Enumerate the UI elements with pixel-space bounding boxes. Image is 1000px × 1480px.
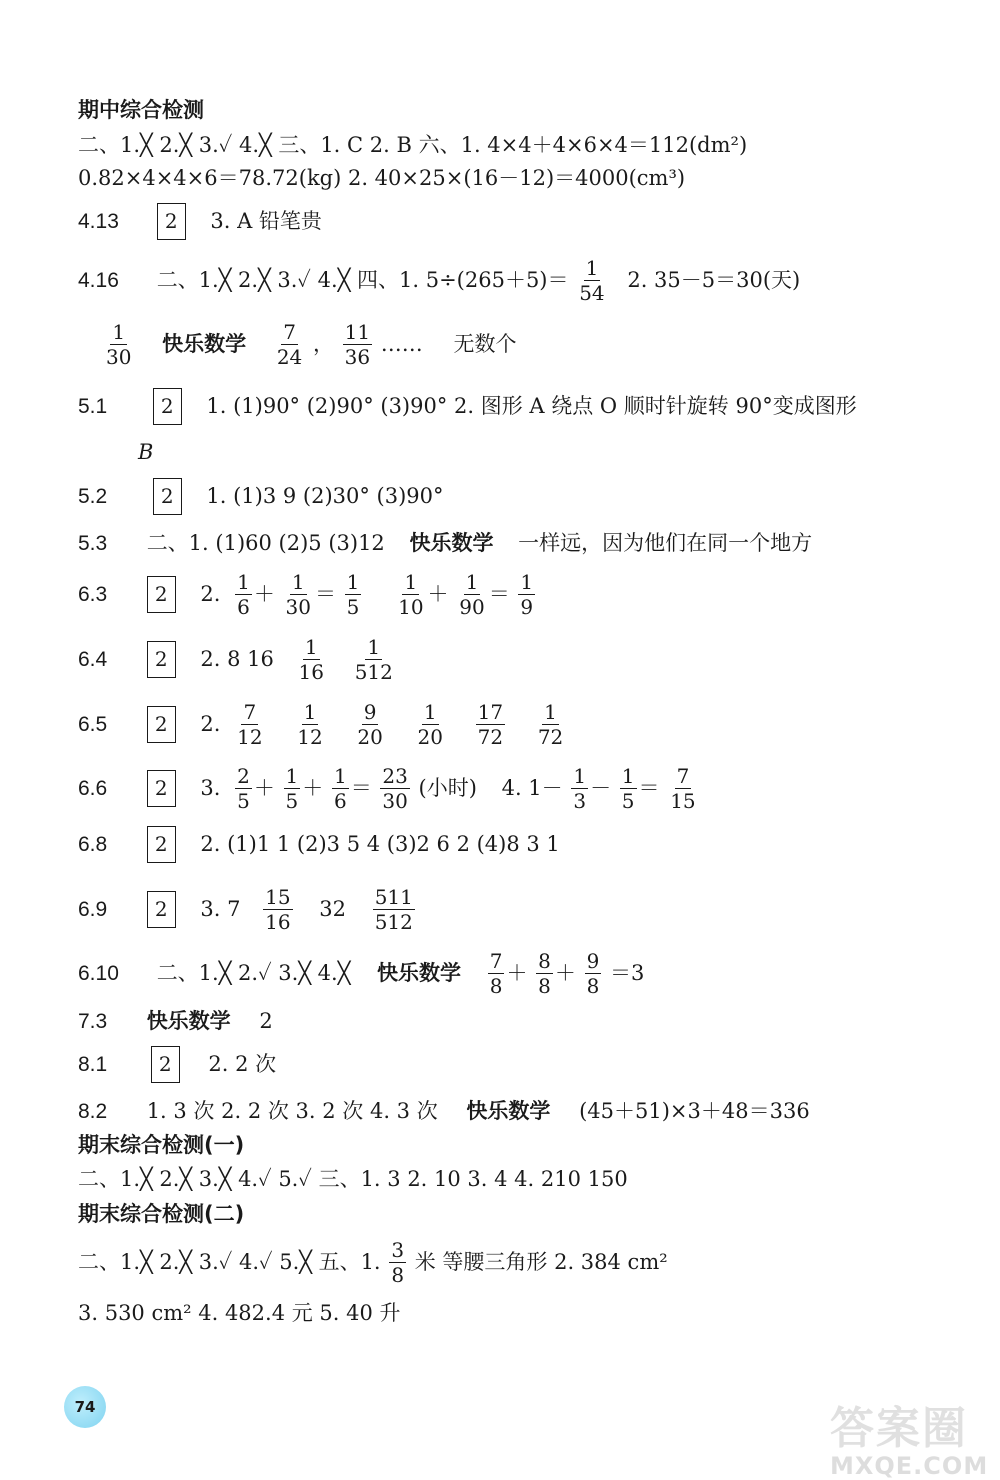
watermark-logo: 答案圈 MXQE.COM [830, 1403, 989, 1480]
fraction: $\frac{9}{20}$ [357, 700, 383, 749]
answer-text: 一样远，因为他们在同一个地方 [518, 531, 813, 555]
answer-text: 二、1.╳ 2.╳ 3.✓ 4.╳ 四、1. 5÷(265＋5)＝ [156, 268, 569, 292]
answer-row-6-5 [78, 702, 567, 747]
fraction: $\frac{7}{15}$ [670, 764, 696, 813]
midterm-line-1: 二、1.╳ 2.╳ 3.✓ 4.╳ 三、1. C 2. B 六、1. 4×4＋4×6×4＝112(dm²) [78, 133, 748, 157]
answer-row-6-3: 6.3 2 2. $\frac{1}{6}$ ＋ $\frac{1}{30}$ ＝ $\frac{1}{5}$ $\frac{1}{10}$ ＋ $\frac{1}{90}$ ＝ $\frac{1}{9}$ [78, 570, 534, 619]
date-label: 5.2 [78, 485, 108, 508]
unit: (小时) [418, 776, 477, 800]
fraction: $\frac{1}{5}$ [285, 764, 299, 813]
answer-text: 无数个 [453, 332, 517, 356]
answer-box: 2 [147, 770, 176, 807]
fraction: $\frac{1}{5}$ [621, 764, 635, 813]
answer-text: ＝3 [609, 961, 645, 985]
answer-text: 1. 3 次 2. 2 次 3. 2 次 4. 3 次 [146, 1099, 438, 1123]
fraction: $\frac{3}{8}$ [391, 1238, 405, 1287]
fraction: $\frac{1}{3}$ [573, 764, 587, 813]
happy-math-label: 快乐数学 [466, 1099, 551, 1123]
answer-text: 二、1.╳ 2.╳ 3.✓ 4.✓ 5.╳ 五、1. [78, 1250, 381, 1274]
answer-row-5-2 [78, 478, 444, 515]
answer-box: 2 [147, 576, 176, 613]
section-title-midterm: 期中综合检测 [78, 98, 204, 122]
answer-text: 3. A 铅笔贵 [210, 209, 322, 233]
fraction: $\frac{1}{512}$ [354, 635, 393, 684]
answer-text: 1. (1)90° (2)90° (3)90° 2. 图形 A 绕点 O 顺时针旋转 90°变成图形 [206, 394, 857, 418]
answer-row-4-13 [78, 203, 322, 240]
happy-math-label: 快乐数学 [146, 1009, 231, 1033]
answer-text: 4. 1－ [501, 776, 563, 800]
answer-row-8-2 [78, 1100, 810, 1122]
date-label: 6.6 [78, 777, 108, 800]
fraction: $\frac{1}{90}$ [459, 570, 485, 619]
answer-box: 2 [147, 641, 176, 678]
fraction: $\frac{11}{36}$ [344, 320, 371, 369]
answer-box: 2 [151, 1046, 180, 1083]
answer-row-5-3 [78, 532, 812, 554]
answer-row-4-16 [78, 258, 800, 303]
answer-row-8-1 [78, 1046, 276, 1083]
answer-text: 二、1. (1)60 (2)5 (3)12 [146, 531, 385, 555]
final-2-line-1 [78, 1240, 668, 1285]
answer-row-4-16-cont [102, 322, 516, 367]
answer-row-7-3 [78, 1010, 273, 1032]
date-label: 8.2 [78, 1100, 108, 1123]
answer-text: 米 等腰三角形 2. 384 cm² [414, 1250, 668, 1274]
date-label: 6.10 [78, 962, 119, 985]
happy-math-label: 快乐数学 [377, 961, 462, 985]
answer-text: (45＋51)×3＋48＝336 [579, 1099, 810, 1123]
answer-text: 2. 2 次 [208, 1052, 277, 1076]
answer-row-6-8 [78, 826, 560, 863]
answer-row-5-1-cont: B [138, 440, 154, 464]
item-number: 2. [200, 582, 221, 606]
date-label: 6.9 [78, 898, 108, 921]
item-number: 3. [200, 776, 221, 800]
fraction: $\frac{1}{6}$ [333, 764, 347, 813]
fraction: $\frac{7}{12}$ [237, 700, 263, 749]
happy-math-label: 快乐数学 [162, 332, 247, 356]
page-number: 74 [64, 1386, 106, 1428]
date-label: 6.4 [78, 648, 108, 671]
date-label: 6.5 [78, 713, 108, 736]
answer-text: 32 [319, 897, 347, 921]
fraction: $\frac{1}{9}$ [520, 570, 534, 619]
fraction: $\frac{1}{6}$ [237, 570, 250, 619]
fraction: $\frac{15}{16}$ [265, 885, 291, 934]
answer-box: 2 [147, 826, 176, 863]
final-2-line-2: 3. 530 cm² 4. 482.4 元 5. 40 升 [78, 1301, 401, 1325]
ellipsis: …… [380, 332, 423, 356]
answer-row-6-9 [78, 887, 417, 932]
answer-text: 2. 8 16 [200, 647, 274, 671]
date-label: 5.3 [78, 532, 108, 555]
fraction: $\frac{1}{72}$ [537, 700, 564, 749]
answer-row-6-4 [78, 637, 397, 682]
date-label: 7.3 [78, 1010, 108, 1033]
fraction: $\frac{1}{20}$ [417, 700, 443, 749]
answer-box: 2 [153, 478, 182, 515]
answer-text: 3. 7 [200, 897, 241, 921]
date-label: 5.1 [78, 395, 108, 418]
section-title-final-2: 期末综合检测(二) [78, 1202, 245, 1226]
fraction: $\frac{8}{8}$ [538, 949, 551, 998]
date-label: 6.8 [78, 833, 108, 856]
answer-box: 2 [153, 388, 182, 425]
fraction: $\frac{1}{12}$ [297, 700, 323, 749]
fraction: $\frac{9}{8}$ [586, 949, 600, 998]
date-label: 4.16 [78, 269, 119, 292]
fraction: $\frac{2}{5}$ [237, 764, 250, 813]
fraction: $\frac{1}{16}$ [298, 635, 324, 684]
answer-text: 2. (1)1 1 (2)3 5 4 (3)2 6 2 (4)8 3 1 [200, 832, 560, 856]
fraction: $\frac{511}{512}$ [374, 885, 413, 934]
date-label: 8.1 [78, 1053, 108, 1076]
fraction: $\frac{1}{54}$ [579, 256, 605, 305]
item-number: 2. [200, 712, 221, 736]
answer-row-6-10: 6.10 二、1.╳ 2.✓ 3.╳ 4.╳ 快乐数学 $\frac{7}{8}$ ＋ $\frac{8}{8}$ ＋ $\frac{9}{8}$ ＝3 [78, 949, 645, 998]
fraction: $\frac{17}{72}$ [477, 700, 504, 749]
answer-text: 2 [259, 1009, 273, 1033]
date-label: 6.3 [78, 583, 108, 606]
happy-math-label: 快乐数学 [409, 531, 494, 555]
answer-text: 2. 35－5＝30(天) [627, 268, 801, 292]
answer-box: 2 [147, 891, 176, 928]
fraction: $\frac{7}{8}$ [489, 949, 503, 998]
answer-text: 二、1.╳ 2.✓ 3.╳ 4.╳ [156, 961, 351, 985]
date-label: 4.13 [78, 210, 119, 233]
separator: ， [312, 332, 334, 356]
answer-row-6-6: 6.6 2 3. $\frac{2}{5}$ ＋ $\frac{1}{5}$ ＋ $\frac{1}{6}$ ＝ $\frac{23}{30}$ (小时) 4. 1－ $\frac{1}{3}$ － $\frac{1}{5}$ ＝ $\frac{7}{15}$ [78, 764, 696, 813]
section-title-final-1: 期末综合检测(一) [78, 1133, 245, 1157]
answer-text: 1. (1)3 9 (2)30° (3)90° [206, 484, 444, 508]
final-1-line-1: 二、1.╳ 2.╳ 3.╳ 4.✓ 5.✓ 三、1. 3 2. 10 3. 4 4. 210 150 [78, 1167, 628, 1191]
fraction: $\frac{1}{5}$ [346, 570, 360, 619]
fraction: $\frac{7}{24}$ [276, 320, 303, 369]
midterm-line-2: 0.82×4×4×6＝78.72(kg) 2. 40×25×(16－12)＝4000(cm³) [78, 166, 686, 190]
answer-box: 2 [157, 203, 186, 240]
answer-row-5-1 [78, 388, 857, 425]
fraction: $\frac{1}{10}$ [398, 570, 424, 619]
fraction: $\frac{1}{30}$ [106, 320, 132, 369]
fraction: $\frac{23}{30}$ [382, 764, 408, 813]
fraction: $\frac{1}{30}$ [285, 570, 311, 619]
answer-box: 2 [147, 706, 176, 743]
